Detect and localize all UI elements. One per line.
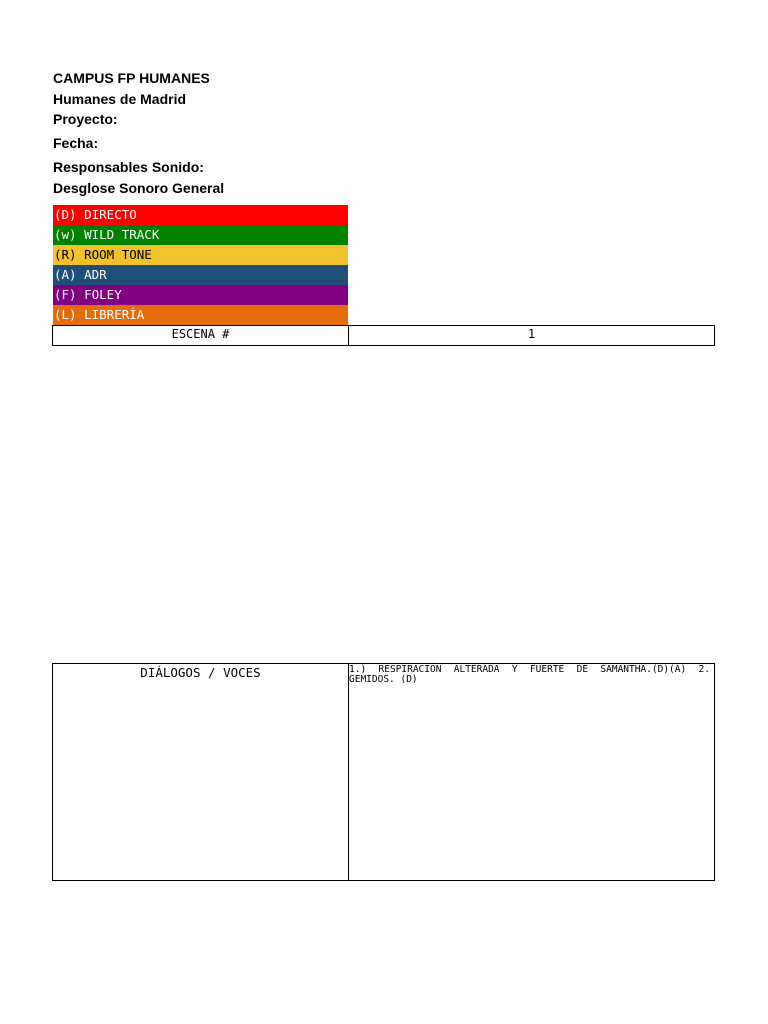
sound-leads-label: Responsables Sonido: bbox=[53, 159, 204, 175]
date-label: Fecha: bbox=[53, 135, 99, 151]
institution-name: CAMPUS FP HUMANES bbox=[53, 70, 210, 86]
legend-item-adr: (A) ADR bbox=[53, 265, 348, 285]
scene-table bbox=[52, 325, 715, 346]
legend-item-directo: (D) DIRECTO bbox=[53, 205, 348, 225]
scene-number: 1 bbox=[527, 327, 536, 341]
dialogs-content: 1.) RESPIRACIÓN ALTERADA Y FUERTE DE SAMANTHA.(D)(A) 2. GEMIDOS. (D) bbox=[349, 664, 710, 685]
institution-location: Humanes de Madrid bbox=[53, 91, 187, 107]
dialogs-table bbox=[52, 663, 715, 881]
scene-label: ESCENA # bbox=[53, 326, 349, 345]
dialogs-label: DIÁLOGOS / VOCES bbox=[53, 664, 349, 880]
legend-item-wild-track: (w) WILD TRACK bbox=[53, 225, 348, 245]
legend-item-room-tone: (R) ROOM TONE bbox=[53, 245, 348, 265]
project-label: Proyecto: bbox=[53, 111, 118, 127]
legend-item-foley: (F) FOLEY bbox=[53, 285, 348, 305]
document-title: Desglose Sonoro General bbox=[53, 180, 225, 196]
legend-item-libreria: (L) LIBRERÍA bbox=[53, 305, 348, 325]
sound-legend bbox=[53, 205, 348, 325]
